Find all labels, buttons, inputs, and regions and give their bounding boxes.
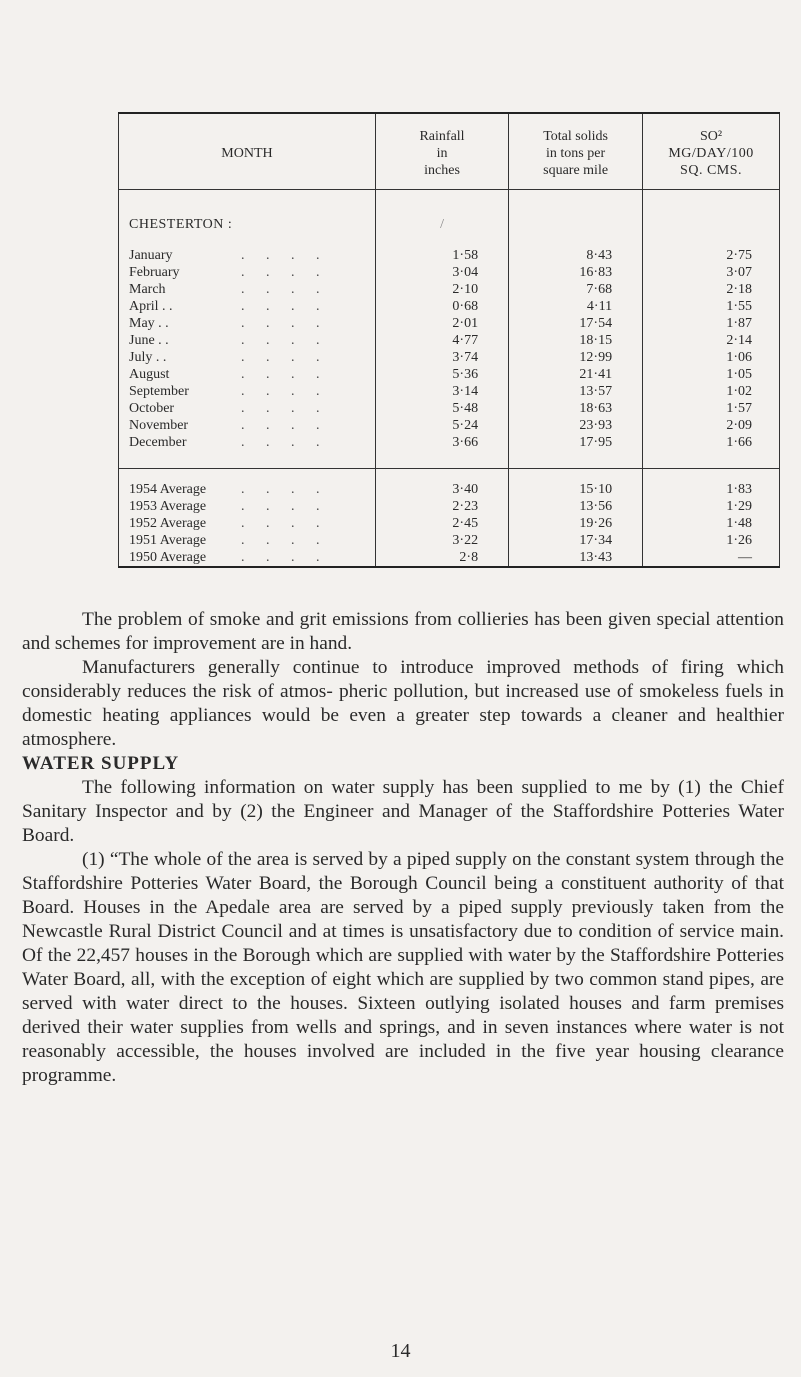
dot-leaders: . . . . <box>241 401 329 416</box>
cell-rainfall: 0·68 <box>375 298 508 315</box>
dot-leaders: . . . . <box>241 350 329 365</box>
header-rainfall-line-1: Rainfall <box>419 129 465 144</box>
section-mark: / <box>375 190 508 248</box>
dot-leaders: . . . . <box>241 316 329 331</box>
cell-so2: 3·07 <box>643 264 780 281</box>
cell-month <box>119 366 376 383</box>
air-pollution-table <box>118 112 780 568</box>
cell-month <box>119 247 376 264</box>
header-solids-line-3: square mile <box>543 163 609 178</box>
table-row <box>119 247 780 264</box>
paragraph-smoke-grit: The problem of smoke and grit emissions from collieries has been given special attention and schemes for improvement are in hand. <box>22 609 784 654</box>
cell-solids: 12·99 <box>509 349 643 366</box>
separator-cell <box>119 451 376 469</box>
table-row <box>119 349 780 366</box>
cell-so2: 1·05 <box>643 366 780 383</box>
cell-rainfall: 3·14 <box>375 383 508 400</box>
cell-solids: 17·95 <box>509 434 643 451</box>
paragraph-water-info: The following information on water supply has been supplied to me by (1) the Chief Sanitary Inspector and by (2) the Engineer and Manager of the Staffordshire Potteries Water Board. <box>22 777 784 846</box>
cell-rainfall: 1·58 <box>375 247 508 264</box>
table-row <box>119 469 780 499</box>
table-row <box>119 264 780 281</box>
dot-leaders: . . . . <box>241 299 329 314</box>
cell-so2: 1·87 <box>643 315 780 332</box>
paragraph-water-detail: (1) “The whole of the area is served by a piped supply on the constant system through the Staffordshire Potteries Water Board, the Borough Council being a constituent authority of that Board. Houses in the Apedale area are served by a piped supply previously taken from the Newcastle Rural District Council and at times is unsatisfactory due to condition of service main. Of the 22,457 houses in the Borough which are supplied with water by the Staffordshire Potteries Water Board, all, with the exception of eight which are supplied by two common stand pipes, are served with water direct to the houses. Sixteen outlying isolated houses and farm premises derived their water supplies from wells and springs, and in seven instances where water is not reasonably accessible, the houses involved are included in the five year housing clearance programme. <box>22 849 784 1086</box>
header-rainfall-line-2: in <box>436 146 448 161</box>
table-row <box>119 281 780 298</box>
row-label: October <box>129 401 175 416</box>
section-empty-cell <box>509 190 643 248</box>
cell-solids: 17·54 <box>509 315 643 332</box>
dot-leaders: . . . . <box>241 265 329 280</box>
table-row <box>119 498 780 515</box>
row-label: April . . <box>129 299 173 314</box>
row-label: September <box>129 384 189 399</box>
section-row <box>119 190 780 248</box>
cell-solids: 16·83 <box>509 264 643 281</box>
cell-month <box>119 515 376 532</box>
dot-leaders: . . . . <box>241 435 329 450</box>
air-pollution-table-container <box>118 112 780 568</box>
cell-solids: 13·57 <box>509 383 643 400</box>
dot-leaders: . . . . <box>241 533 329 548</box>
dot-leaders: . . . . <box>241 333 329 348</box>
cell-so2: 1·29 <box>643 498 780 515</box>
header-so2-line-2: MG/DAY/100 <box>668 146 754 161</box>
row-label: 1950 Average <box>129 550 207 565</box>
cell-solids: 18·63 <box>509 400 643 417</box>
row-label: 1953 Average <box>129 499 207 514</box>
cell-rainfall: 2·45 <box>375 515 508 532</box>
table-header-row <box>119 113 780 190</box>
table-row <box>119 400 780 417</box>
cell-solids: 15·10 <box>509 469 643 499</box>
row-label: February <box>129 265 180 280</box>
cell-solids: 17·34 <box>509 532 643 549</box>
dot-leaders: . . . . <box>241 418 329 433</box>
cell-month <box>119 264 376 281</box>
row-label: May . . <box>129 316 169 331</box>
separator-cell <box>375 451 508 469</box>
header-so2 <box>643 113 780 190</box>
cell-month <box>119 417 376 434</box>
cell-solids: 7·68 <box>509 281 643 298</box>
section-heading-water-supply: WATER SUPPLY <box>22 753 180 774</box>
row-label: November <box>129 418 189 433</box>
cell-solids: 8·43 <box>509 247 643 264</box>
header-so2-line-3: SQ. CMS. <box>680 163 743 178</box>
cell-so2: 1·48 <box>643 515 780 532</box>
paragraph-manufacturers: Manufacturers generally continue to introduce improved methods of firing which considerably reduces the risk of atmos- pheric pollution, but increased use of smokeless fuels in domestic heating appliances would be even a greater step towards a cleaner and healthier atmosphere. <box>22 657 784 750</box>
dot-leaders: . . . . <box>241 384 329 399</box>
table-row <box>119 532 780 549</box>
row-label: 1952 Average <box>129 516 207 531</box>
section-empty-cell <box>643 190 780 248</box>
cell-so2: 2·09 <box>643 417 780 434</box>
cell-month <box>119 281 376 298</box>
cell-month <box>119 332 376 349</box>
cell-month <box>119 349 376 366</box>
cell-solids: 19·26 <box>509 515 643 532</box>
table-row <box>119 434 780 451</box>
cell-so2: 1·06 <box>643 349 780 366</box>
cell-month <box>119 315 376 332</box>
row-label: August <box>129 367 170 382</box>
header-rainfall-line-3: inches <box>424 163 460 178</box>
row-label: 1954 Average <box>129 482 207 497</box>
cell-so2: 1·02 <box>643 383 780 400</box>
dot-leaders: . . . . <box>241 367 329 382</box>
cell-rainfall: 3·66 <box>375 434 508 451</box>
cell-solids: 4·11 <box>509 298 643 315</box>
cell-rainfall: 2·8 <box>375 549 508 567</box>
section-label: CHESTERTON : <box>119 190 376 248</box>
cell-month <box>119 400 376 417</box>
header-month: MONTH <box>119 113 376 190</box>
cell-solids: 23·93 <box>509 417 643 434</box>
cell-month <box>119 549 376 567</box>
dot-leaders: . . . . <box>241 550 329 565</box>
dot-leaders: . . . . <box>241 282 329 297</box>
cell-month <box>119 383 376 400</box>
table-row <box>119 417 780 434</box>
cell-so2: 1·83 <box>643 469 780 499</box>
cell-so2: 1·66 <box>643 434 780 451</box>
cell-rainfall: 3·22 <box>375 532 508 549</box>
table-separator-row <box>119 451 780 469</box>
cell-rainfall: 4·77 <box>375 332 508 349</box>
cell-rainfall: 2·01 <box>375 315 508 332</box>
dot-leaders: . . . . <box>241 248 329 263</box>
cell-so2: 1·55 <box>643 298 780 315</box>
table-row <box>119 366 780 383</box>
cell-solids: 13·43 <box>509 549 643 567</box>
cell-rainfall: 2·23 <box>375 498 508 515</box>
cell-rainfall: 3·40 <box>375 469 508 499</box>
cell-so2: 1·26 <box>643 532 780 549</box>
cell-rainfall: 5·24 <box>375 417 508 434</box>
cell-solids: 13·56 <box>509 498 643 515</box>
cell-month <box>119 298 376 315</box>
table-body <box>119 190 780 568</box>
header-solids-line-1: Total solids <box>543 129 608 144</box>
row-label: 1951 Average <box>129 533 207 548</box>
cell-so2: 2·18 <box>643 281 780 298</box>
cell-so2: — <box>643 549 780 567</box>
header-so2-line-1: SO² <box>699 129 723 144</box>
cell-so2: 2·14 <box>643 332 780 349</box>
table-row <box>119 332 780 349</box>
row-label: June . . <box>129 333 169 348</box>
header-rainfall <box>375 113 508 190</box>
cell-rainfall: 3·04 <box>375 264 508 281</box>
row-label: July . . <box>129 350 167 365</box>
body-text <box>22 608 784 1088</box>
header-solids-line-2: in tons per <box>546 146 606 161</box>
table-row <box>119 315 780 332</box>
cell-rainfall: 5·48 <box>375 400 508 417</box>
dot-leaders: . . . . <box>241 499 329 514</box>
cell-solids: 21·41 <box>509 366 643 383</box>
row-label: December <box>129 435 187 450</box>
table-row <box>119 383 780 400</box>
cell-solids: 18·15 <box>509 332 643 349</box>
dot-leaders: . . . . <box>241 516 329 531</box>
cell-rainfall: 2·10 <box>375 281 508 298</box>
separator-cell <box>509 451 643 469</box>
table-row <box>119 549 780 567</box>
page-number: 14 <box>390 1340 411 1362</box>
row-label: March <box>129 282 166 297</box>
table-row <box>119 515 780 532</box>
cell-so2: 2·75 <box>643 247 780 264</box>
cell-so2: 1·57 <box>643 400 780 417</box>
cell-month <box>119 469 376 499</box>
cell-month <box>119 434 376 451</box>
separator-cell <box>643 451 780 469</box>
table-row <box>119 298 780 315</box>
cell-rainfall: 5·36 <box>375 366 508 383</box>
cell-month <box>119 532 376 549</box>
cell-month <box>119 498 376 515</box>
row-label: January <box>129 248 173 263</box>
cell-rainfall: 3·74 <box>375 349 508 366</box>
dot-leaders: . . . . <box>241 482 329 497</box>
header-solids <box>509 113 643 190</box>
